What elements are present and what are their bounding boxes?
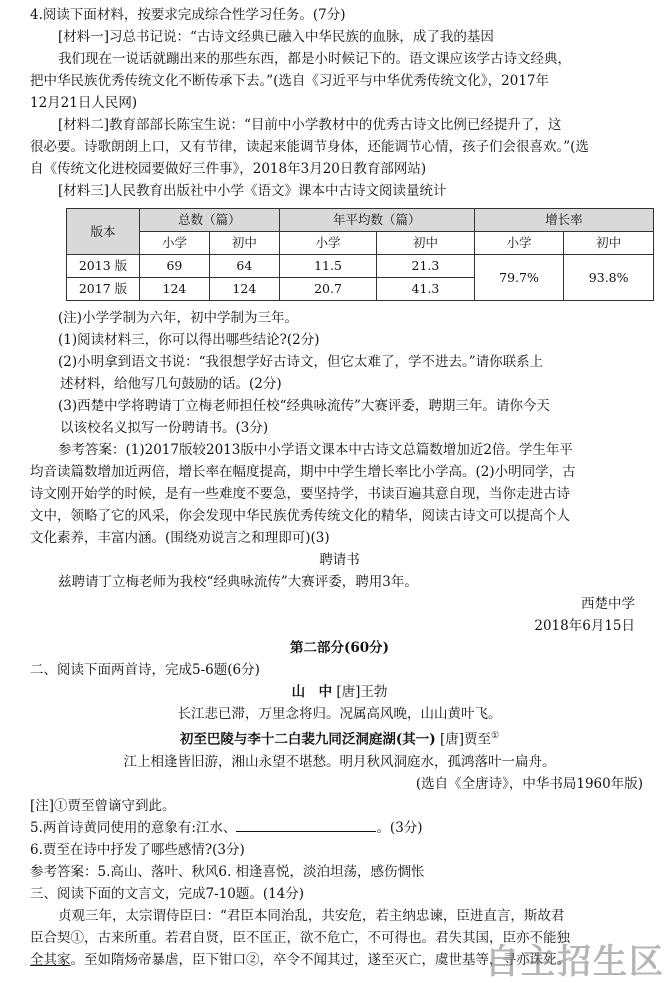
table-cell: 11.5 bbox=[279, 255, 376, 278]
answer-5-6: 参考答案：5.高山、落叶、秋风6. 相逢喜悦，淡泊坦荡，感伤惆怅 bbox=[30, 863, 425, 880]
answer-line1: 参考答案：(1)2017版较2013版中小学语文课本中古诗文总篇数增加近2倍。学生年平 bbox=[58, 442, 573, 458]
subheader-cell: 小学 bbox=[474, 232, 564, 255]
table-row bbox=[67, 255, 654, 278]
material2-line2: 很必要。诗歌朗朗上口，又有节律，读起来能调节身体，还能调节心情，孩子们会很喜欢。”(选 bbox=[30, 139, 589, 155]
table-note: (注)小学学制为六年，初中学制为三年。 bbox=[58, 310, 299, 326]
answer-line3: 诗文刚开始学的时候，是有一些难度不要急，要坚持学，书读百遍其意自现，当你走进古诗 bbox=[30, 486, 570, 502]
watermark-logo: 自主招生区 bbox=[485, 942, 665, 982]
subquestion-2-line1: (2)小明拿到语文书说：“我很想学好古诗文，但它太难了，学不进去。”请你联系上 bbox=[58, 354, 544, 370]
section3-title: 三、阅读下面的文言文，完成7-10题。(14分) bbox=[30, 885, 305, 902]
letter-date: 2018年6月15日 bbox=[534, 618, 635, 634]
table-cell: 2017 版 bbox=[67, 278, 140, 301]
classical-text-line3-rest: 。至如隋炀帝暴虐，臣下钳口②，卒令不闻其过，遂至灭亡，虞世基等，寻亦诛死。 bbox=[70, 951, 570, 968]
subheader-cell: 小学 bbox=[279, 232, 376, 255]
poem2-text: 江上相逢皆旧游，湘山永望不堪愁。明月秋风洞庭水，孤鸿落叶一扁舟。 bbox=[123, 753, 556, 770]
header-average: 年平均数（篇） bbox=[279, 209, 474, 232]
growth-junior: 93.8% bbox=[564, 255, 654, 301]
material2-line3: 自《传统文化进校园要做好三件事》，2018年3月20日教育部网站) bbox=[30, 161, 427, 177]
answer-line4: 文中，领略了它的风采，你会发现中华民族优秀传统文化的精华，阅读古诗文可以提高个人 bbox=[30, 508, 570, 524]
subheader-cell: 初中 bbox=[377, 232, 474, 255]
poem-note: [注]①贾至曾谪守到此。 bbox=[30, 797, 176, 814]
table-cell: 124 bbox=[209, 278, 279, 301]
question-5-score: 。(3分) bbox=[376, 819, 423, 836]
subheader-cell: 初中 bbox=[564, 232, 654, 255]
statistics-table bbox=[66, 208, 654, 301]
poem2-title: 初至巴陵与李十二白裴九同泛洞庭湖(其一) bbox=[179, 731, 436, 748]
table-cell: 64 bbox=[209, 255, 279, 278]
material1-line2: 我们现在一说话就蹦出来的那些东西，都是小时候记下的。语文课应该学古诗文经典， bbox=[58, 51, 571, 67]
subquestion-3-line1: (3)西楚中学将聘请丁立梅老师担任校“经典咏流传”大赛评委，聘期三年。请你今天 bbox=[58, 398, 550, 414]
letter-title: 聘请书 bbox=[319, 552, 360, 568]
subquestion-1: (1)阅读材料三，你可以得出哪些结论?(2分) bbox=[58, 332, 320, 348]
answer-line2: 均音读篇数增加近两倍，增长率在幅度提高，期中中学生增长率比小学高。(2)小明同学，古 bbox=[30, 464, 576, 480]
part2-heading: 第二部分(60分) bbox=[289, 640, 390, 656]
material1-line1: [材料一]习总书记说：“古诗文经典已融入中华民族的血脉，成了我的基因 bbox=[58, 29, 494, 45]
question-5 bbox=[30, 817, 649, 839]
poem2-heading bbox=[30, 725, 649, 751]
poem-source: (选自《全唐诗》，中华书局1960年版) bbox=[415, 775, 643, 792]
subheader-cell: 小学 bbox=[140, 232, 210, 255]
header-total: 总数（篇） bbox=[140, 209, 280, 232]
header-version: 版本 bbox=[67, 209, 140, 255]
material1-line4: 12月21日人民网) bbox=[30, 95, 138, 111]
letter-body: 兹聘请丁立梅老师为我校“经典咏流传”大赛评委，聘用3年。 bbox=[58, 574, 418, 590]
section2-title: 二、阅读下面两首诗，完成5-6题(6分) bbox=[30, 662, 260, 678]
growth-primary: 79.7% bbox=[474, 255, 564, 301]
table-cell: 2013 版 bbox=[67, 255, 140, 278]
material2-line1: [材料二]教育部部长陈宝生说：“目前中小学教材中的优秀古诗文比例已经提升了，这 bbox=[58, 117, 562, 133]
subquestion-3-line2: 以该校名义拟写一份聘请书。(3分) bbox=[60, 420, 269, 436]
poem2-note-mark: ① bbox=[491, 731, 500, 741]
letter-school: 西楚中学 bbox=[581, 596, 635, 612]
material1-line3: 把中华民族优秀传统文化不断传承下去。”(选自《习近平与中华优秀传统文化》，2017年 bbox=[30, 73, 550, 89]
subheader-cell: 初中 bbox=[209, 232, 279, 255]
poem1-text: 长江悲已滞，万里念将归。况属高风晚，山山黄叶飞。 bbox=[177, 706, 502, 722]
poem1-heading bbox=[30, 681, 649, 703]
poem2-author: [唐]贾至 bbox=[439, 731, 492, 748]
table-cell: 69 bbox=[140, 255, 210, 278]
question-5-text: 5.两首诗黄同使用的意象有:江水、 bbox=[30, 819, 237, 836]
poem1-title: 山 中 bbox=[291, 684, 333, 700]
poem1-author: [唐]王勃 bbox=[336, 684, 388, 700]
table-cell: 41.3 bbox=[377, 278, 474, 301]
classical-text-line2: 臣合契①，古来所重。若君自贤，臣不匡正，欲不危亡，不可得也。君失其国，臣亦不能独 bbox=[30, 929, 570, 946]
table-cell: 20.7 bbox=[279, 278, 376, 301]
underlined-phrase: 全其家 bbox=[30, 951, 71, 968]
answer-line5: 文化素养，丰富内涵。(围绕劝说言之和理即可)(3) bbox=[30, 530, 330, 546]
question-6: 6.贾至在诗中抒发了哪些感情?(3分) bbox=[30, 841, 245, 858]
table-cell: 21.3 bbox=[377, 255, 474, 278]
answer-blank bbox=[236, 817, 376, 832]
subquestion-2-line2: 述材料，给他写几句鼓励的话。(2分) bbox=[60, 376, 282, 392]
classical-text-line1: 贞观三年，太宗谓侍臣曰：“君臣本同治乱，共安危，若主纳忠谏，臣进直言，斯故君 bbox=[58, 907, 565, 924]
table-cell: 124 bbox=[140, 278, 210, 301]
q4-title: 4.阅读下面材料，按要求完成综合性学习任务。(7分) bbox=[30, 7, 346, 23]
header-growth: 增长率 bbox=[474, 209, 653, 232]
material3-line: [材料三]人民教育出版社中小学《语文》课本中古诗文阅读量统计 bbox=[58, 183, 447, 199]
